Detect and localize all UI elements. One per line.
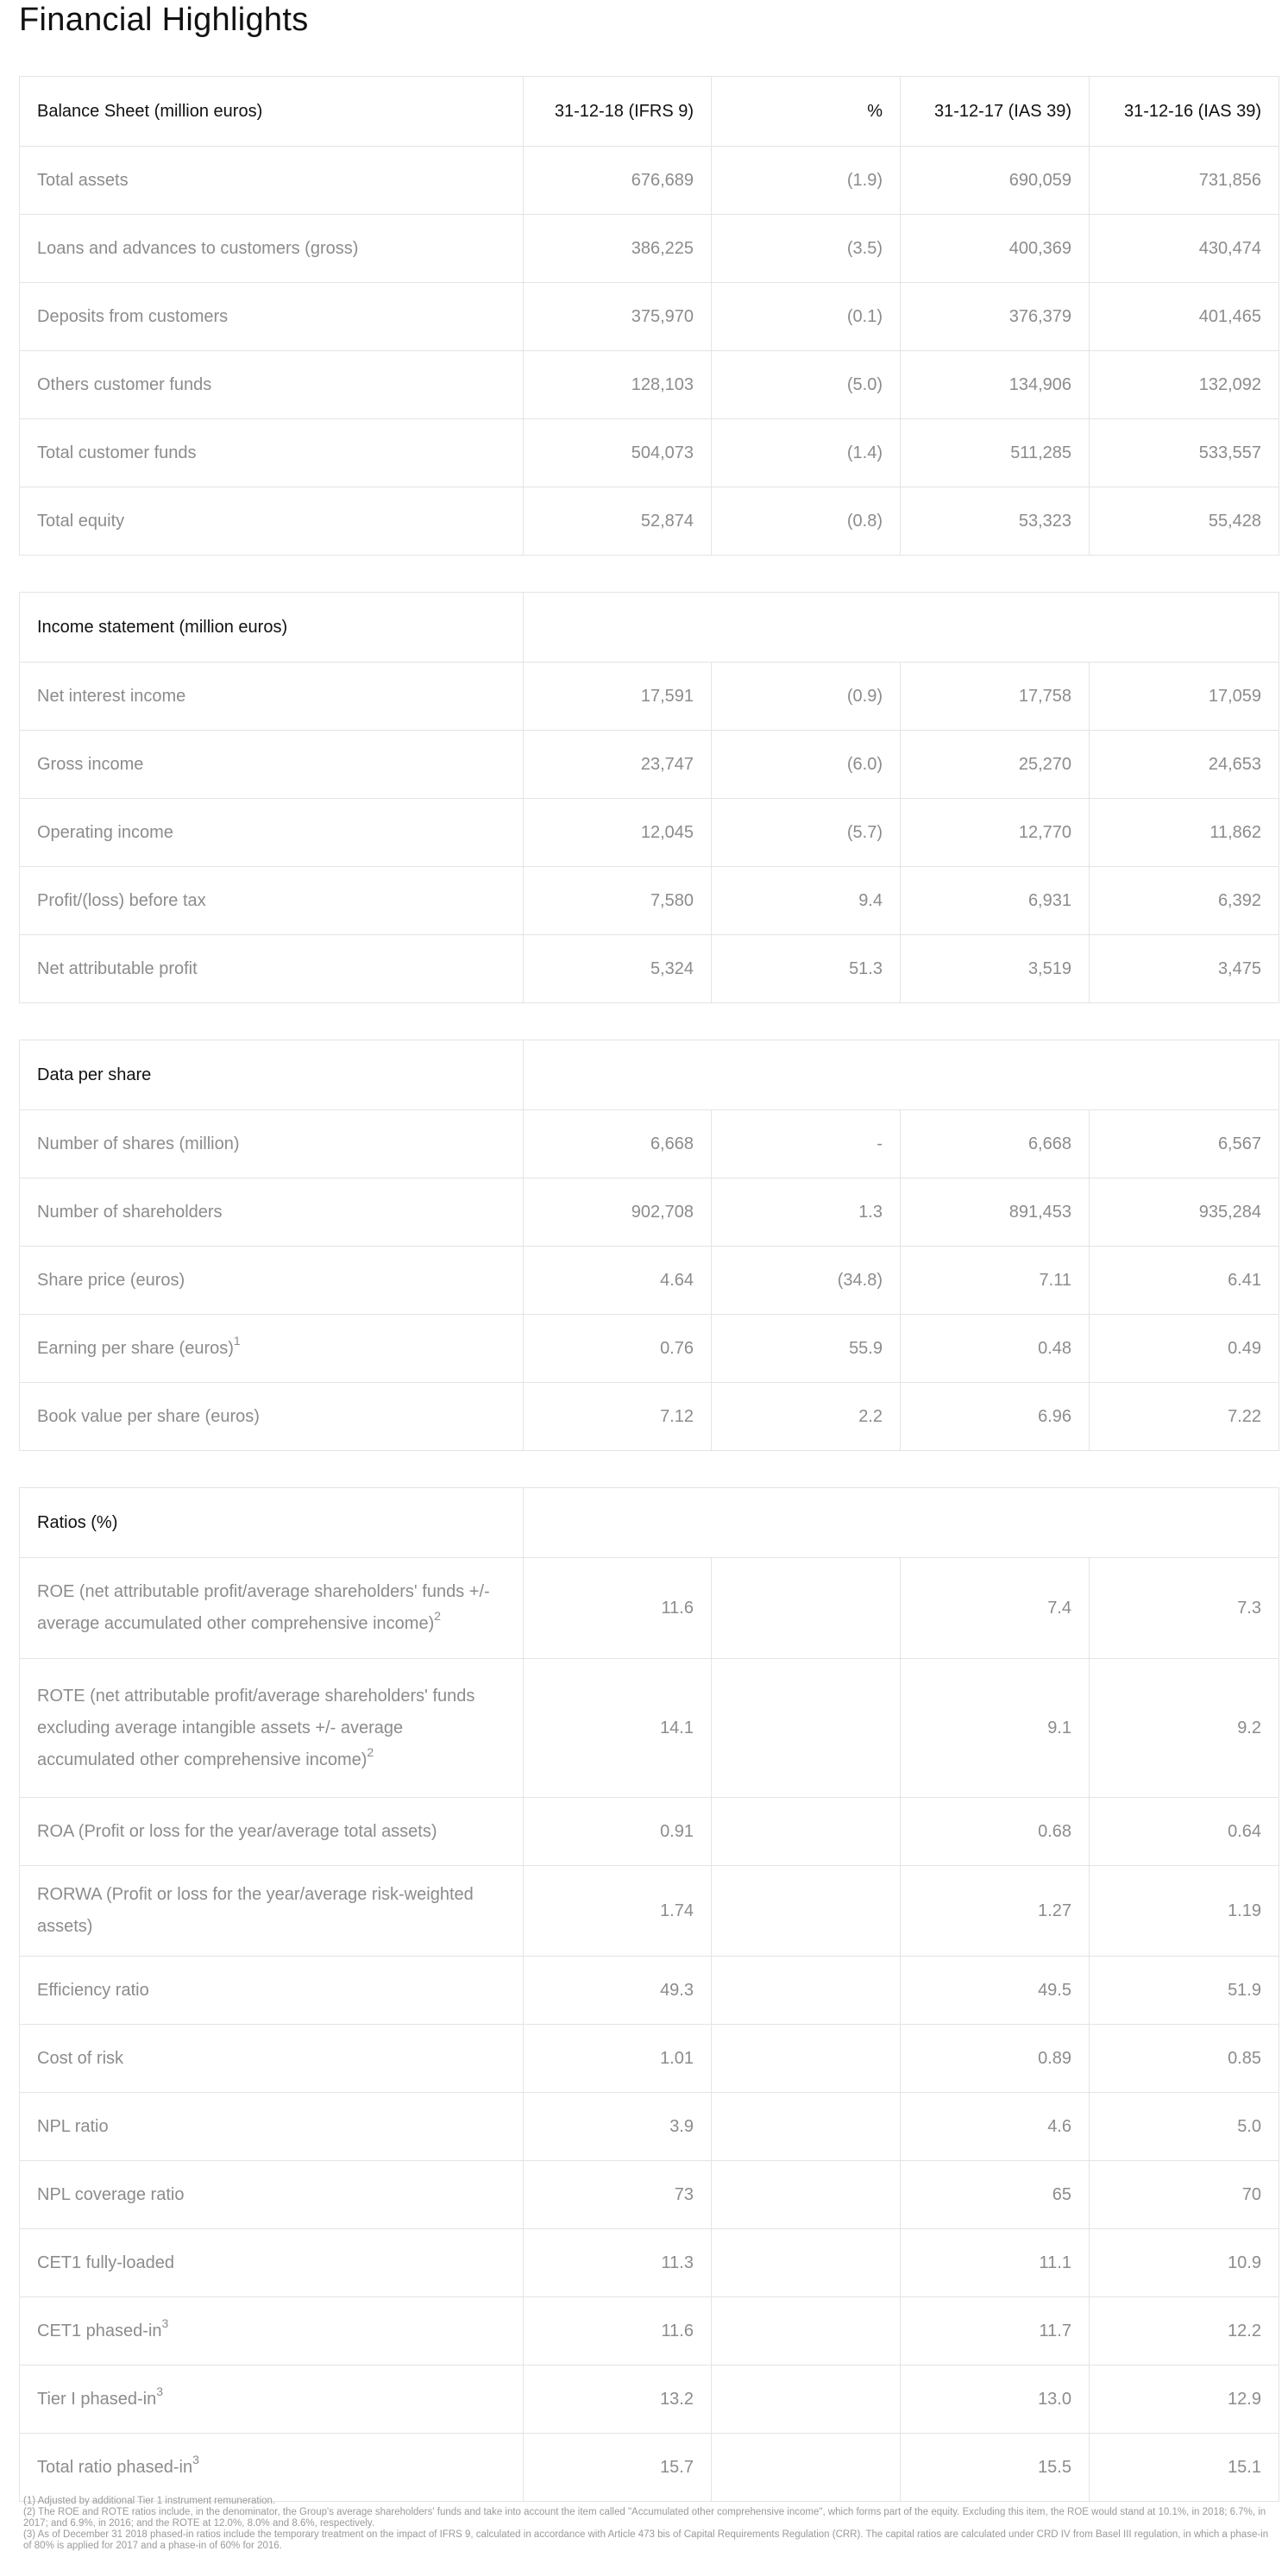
value-2018: 902,708 bbox=[524, 1178, 712, 1247]
table-header-row bbox=[20, 1488, 1279, 1558]
column-header-2016: 31-12-16 (IAS 39) bbox=[1090, 77, 1279, 147]
value-percent: (5.7) bbox=[712, 799, 901, 867]
value-2018: 11.3 bbox=[524, 2229, 712, 2297]
value-2018: 11.6 bbox=[524, 1558, 712, 1659]
value-2016: 7.22 bbox=[1090, 1383, 1279, 1451]
section-title: Data per share bbox=[20, 1040, 524, 1110]
row-label: Total ratio phased-$in^3$ bbox=[20, 2434, 524, 2502]
value-2017: 511,285 bbox=[901, 419, 1090, 487]
value-2016: 1.19 bbox=[1090, 1866, 1279, 1957]
table-row bbox=[20, 2229, 1279, 2297]
value-2018: 17,591 bbox=[524, 663, 712, 731]
income-statement-table bbox=[19, 592, 1279, 1003]
row-label: Total customer funds bbox=[20, 419, 524, 487]
data-per-share-table bbox=[19, 1040, 1279, 1451]
value-2016: 6.41 bbox=[1090, 1247, 1279, 1315]
row-label: Total assets bbox=[20, 147, 524, 215]
row-label: NPL ratio bbox=[20, 2093, 524, 2161]
header-blank bbox=[524, 1040, 1279, 1110]
value-2017: 11.7 bbox=[901, 2297, 1090, 2366]
row-label: Share price (euros) bbox=[20, 1247, 524, 1315]
value-2017: 690,059 bbox=[901, 147, 1090, 215]
footnote-3: (3) As of December 31 2018 phased-in ratios include the temporary treatment on the impact of IFRS 9, calculated in accordance with Article 473 bis of Capital Requirements Regulation (CRR). The capital ratios are calculated under CRD IV from Basel III regulation, in which a phase-in of 80% is applied for 2017 and a phase-in of 60% for 2016. bbox=[23, 2529, 1269, 2551]
ratios-table bbox=[19, 1487, 1279, 2502]
value-percent bbox=[712, 1866, 901, 1957]
value-2016: 5.0 bbox=[1090, 2093, 1279, 2161]
table-row bbox=[20, 215, 1279, 283]
value-percent bbox=[712, 1659, 901, 1798]
value-percent: 2.2 bbox=[712, 1383, 901, 1451]
value-2016: 731,856 bbox=[1090, 147, 1279, 215]
row-label: Book value per share (euros) bbox=[20, 1383, 524, 1451]
value-2016: 51.9 bbox=[1090, 1957, 1279, 2025]
value-percent bbox=[712, 2161, 901, 2229]
value-percent bbox=[712, 2434, 901, 2502]
value-2016: 70 bbox=[1090, 2161, 1279, 2229]
table-row bbox=[20, 1659, 1279, 1798]
row-label: Earning per share (euros)$^1$ bbox=[20, 1315, 524, 1383]
row-label: Total equity bbox=[20, 487, 524, 556]
value-2018: 1.01 bbox=[524, 2025, 712, 2093]
value-percent bbox=[712, 1957, 901, 2025]
row-label: CET1 phased-$in^3$ bbox=[20, 2297, 524, 2366]
row-label: Net attributable profit bbox=[20, 935, 524, 1003]
value-percent: (1.9) bbox=[712, 147, 901, 215]
value-2018: 504,073 bbox=[524, 419, 712, 487]
value-2017: 53,323 bbox=[901, 487, 1090, 556]
footnotes bbox=[23, 2496, 1274, 2552]
section-title: Balance Sheet (million euros) bbox=[20, 77, 524, 147]
value-2018: 23,747 bbox=[524, 731, 712, 799]
table-row bbox=[20, 663, 1279, 731]
value-2018: 12,045 bbox=[524, 799, 712, 867]
table-row bbox=[20, 1247, 1279, 1315]
value-2017: 11.1 bbox=[901, 2229, 1090, 2297]
row-label: Efficiency ratio bbox=[20, 1957, 524, 2025]
column-header-2017: 31-12-17 (IAS 39) bbox=[901, 77, 1090, 147]
value-percent bbox=[712, 2093, 901, 2161]
value-2016: 132,092 bbox=[1090, 351, 1279, 419]
table-header-row bbox=[20, 77, 1279, 147]
financial-tables bbox=[19, 76, 1279, 2538]
value-2016: 15.1 bbox=[1090, 2434, 1279, 2502]
value-2017: 0.48 bbox=[901, 1315, 1090, 1383]
value-2016: 0.85 bbox=[1090, 2025, 1279, 2093]
value-percent: 55.9 bbox=[712, 1315, 901, 1383]
value-percent: (1.4) bbox=[712, 419, 901, 487]
value-2018: 6,668 bbox=[524, 1110, 712, 1178]
value-percent: (0.9) bbox=[712, 663, 901, 731]
table-header-row bbox=[20, 593, 1279, 663]
table-row bbox=[20, 283, 1279, 351]
table-row bbox=[20, 1383, 1279, 1451]
value-2018: 375,970 bbox=[524, 283, 712, 351]
row-label: NPL coverage ratio bbox=[20, 2161, 524, 2229]
value-2017: 4.6 bbox=[901, 2093, 1090, 2161]
table-row bbox=[20, 2025, 1279, 2093]
table-row bbox=[20, 2434, 1279, 2502]
footnote-1: (1) Adjusted by additional Tier 1 instrument remuneration. bbox=[23, 2496, 276, 2506]
row-label: ROTE (net attributable profit/average shareholders' funds excluding average intangible assets +/- average accumulated other comprehensive income)$^2$ bbox=[20, 1659, 524, 1798]
value-percent: (6.0) bbox=[712, 731, 901, 799]
value-2017: 7.11 bbox=[901, 1247, 1090, 1315]
value-2017: 7.4 bbox=[901, 1558, 1090, 1659]
value-2016: 12.2 bbox=[1090, 2297, 1279, 2366]
table-row bbox=[20, 2093, 1279, 2161]
footnote-ref: 3 bbox=[192, 2452, 199, 2466]
value-2016: 935,284 bbox=[1090, 1178, 1279, 1247]
table-row bbox=[20, 351, 1279, 419]
row-label: Number of shareholders bbox=[20, 1178, 524, 1247]
value-2016: 17,059 bbox=[1090, 663, 1279, 731]
value-2018: 13.2 bbox=[524, 2366, 712, 2434]
value-percent: (3.5) bbox=[712, 215, 901, 283]
value-percent: (0.1) bbox=[712, 283, 901, 351]
table-row bbox=[20, 147, 1279, 215]
row-label: RORWA (Profit or loss for the year/average risk-weighted assets) bbox=[20, 1866, 524, 1957]
value-2016: 6,567 bbox=[1090, 1110, 1279, 1178]
value-2016: 6,392 bbox=[1090, 867, 1279, 935]
value-2016: 0.49 bbox=[1090, 1315, 1279, 1383]
value-2017: 17,758 bbox=[901, 663, 1090, 731]
value-2016: 55,428 bbox=[1090, 487, 1279, 556]
value-2017: 15.5 bbox=[901, 2434, 1090, 2502]
table-row bbox=[20, 2297, 1279, 2366]
row-label: Net interest income bbox=[20, 663, 524, 731]
value-2018: 1.74 bbox=[524, 1866, 712, 1957]
value-2018: 386,225 bbox=[524, 215, 712, 283]
footnote-2: (2) The ROE and ROTE ratios include, in the denominator, the Group's average shareholders' funds and take into account the item called "Accumulated other comprehensive income", which forms part of the equity. Excluding this item, the ROE would stand at 10.1%, in 2018; 6.7%, in 2017; and 6.9%, in 2016; and the ROTE at 12.0%, 8.0% and 8.6%, respectively. bbox=[23, 2507, 1266, 2529]
value-2018: 5,324 bbox=[524, 935, 712, 1003]
value-2018: 0.76 bbox=[524, 1315, 712, 1383]
value-2018: 7,580 bbox=[524, 867, 712, 935]
row-label: ROA (Profit or loss for the year/average total assets) bbox=[20, 1798, 524, 1866]
balance-sheet-table bbox=[19, 76, 1279, 556]
value-percent: (34.8) bbox=[712, 1247, 901, 1315]
value-2016: 3,475 bbox=[1090, 935, 1279, 1003]
value-2016: 11,862 bbox=[1090, 799, 1279, 867]
value-2017: 0.89 bbox=[901, 2025, 1090, 2093]
table-row bbox=[20, 487, 1279, 556]
value-2017: 49.5 bbox=[901, 1957, 1090, 2025]
row-label: Operating income bbox=[20, 799, 524, 867]
value-2016: 401,465 bbox=[1090, 283, 1279, 351]
page-title: Financial Highlights bbox=[19, 2, 309, 38]
table-row bbox=[20, 2161, 1279, 2229]
section-title: Ratios (%) bbox=[20, 1488, 524, 1558]
value-2017: 3,519 bbox=[901, 935, 1090, 1003]
value-percent bbox=[712, 1798, 901, 1866]
value-2018: 11.6 bbox=[524, 2297, 712, 2366]
value-2017: 6,931 bbox=[901, 867, 1090, 935]
row-label: Number of shares (million) bbox=[20, 1110, 524, 1178]
value-2017: 400,369 bbox=[901, 215, 1090, 283]
value-percent bbox=[712, 2229, 901, 2297]
value-2018: 15.7 bbox=[524, 2434, 712, 2502]
value-percent: 9.4 bbox=[712, 867, 901, 935]
value-2018: 3.9 bbox=[524, 2093, 712, 2161]
value-2017: 891,453 bbox=[901, 1178, 1090, 1247]
table-row bbox=[20, 867, 1279, 935]
value-percent bbox=[712, 1558, 901, 1659]
row-label: Others customer funds bbox=[20, 351, 524, 419]
value-2017: 6,668 bbox=[901, 1110, 1090, 1178]
row-label: Gross income bbox=[20, 731, 524, 799]
value-2018: 7.12 bbox=[524, 1383, 712, 1451]
row-label: Cost of risk bbox=[20, 2025, 524, 2093]
value-2016: 9.2 bbox=[1090, 1659, 1279, 1798]
table-row bbox=[20, 799, 1279, 867]
row-label: Deposits from customers bbox=[20, 283, 524, 351]
table-row bbox=[20, 731, 1279, 799]
table-row bbox=[20, 1866, 1279, 1957]
value-2018: 49.3 bbox=[524, 1957, 712, 2025]
footnote-ref: 2 bbox=[367, 1744, 374, 1759]
table-row bbox=[20, 1558, 1279, 1659]
table-row bbox=[20, 1315, 1279, 1383]
value-percent: 1.3 bbox=[712, 1178, 901, 1247]
column-header-2018: 31-12-18 (IFRS 9) bbox=[524, 77, 712, 147]
value-2017: 65 bbox=[901, 2161, 1090, 2229]
header-blank bbox=[524, 1488, 1279, 1558]
footnote-ref: 2 bbox=[434, 1609, 442, 1624]
table-row bbox=[20, 2366, 1279, 2434]
value-percent: 51.3 bbox=[712, 935, 901, 1003]
footnote-ref: 1 bbox=[233, 1333, 241, 1348]
value-2018: 52,874 bbox=[524, 487, 712, 556]
table-row bbox=[20, 1178, 1279, 1247]
value-2017: 0.68 bbox=[901, 1798, 1090, 1866]
header-blank bbox=[524, 593, 1279, 663]
value-2017: 25,270 bbox=[901, 731, 1090, 799]
value-2018: 73 bbox=[524, 2161, 712, 2229]
table-header-row bbox=[20, 1040, 1279, 1110]
value-2016: 24,653 bbox=[1090, 731, 1279, 799]
value-percent bbox=[712, 2366, 901, 2434]
value-percent bbox=[712, 2025, 901, 2093]
footnote-ref: 3 bbox=[156, 2384, 164, 2398]
table-row bbox=[20, 935, 1279, 1003]
value-2016: 7.3 bbox=[1090, 1558, 1279, 1659]
table-row bbox=[20, 1798, 1279, 1866]
value-2018: 4.64 bbox=[524, 1247, 712, 1315]
value-2016: 10.9 bbox=[1090, 2229, 1279, 2297]
value-2018: 0.91 bbox=[524, 1798, 712, 1866]
value-2016: 0.64 bbox=[1090, 1798, 1279, 1866]
table-row bbox=[20, 419, 1279, 487]
table-row bbox=[20, 1957, 1279, 2025]
value-2018: 14.1 bbox=[524, 1659, 712, 1798]
value-2017: 13.0 bbox=[901, 2366, 1090, 2434]
value-2016: 533,557 bbox=[1090, 419, 1279, 487]
value-percent bbox=[712, 2297, 901, 2366]
value-2017: 9.1 bbox=[901, 1659, 1090, 1798]
value-2017: 376,379 bbox=[901, 283, 1090, 351]
value-2017: 12,770 bbox=[901, 799, 1090, 867]
value-2018: 676,689 bbox=[524, 147, 712, 215]
row-label: CET1 fully-loaded bbox=[20, 2229, 524, 2297]
value-2016: 430,474 bbox=[1090, 215, 1279, 283]
row-label: Loans and advances to customers (gross) bbox=[20, 215, 524, 283]
value-2018: 128,103 bbox=[524, 351, 712, 419]
table-row bbox=[20, 1110, 1279, 1178]
column-header-percent: % bbox=[712, 77, 901, 147]
value-2017: 6.96 bbox=[901, 1383, 1090, 1451]
row-label: ROE (net attributable profit/average shareholders' funds +/- average accumulated other comprehensive income)$^2$ bbox=[20, 1558, 524, 1659]
value-percent: (5.0) bbox=[712, 351, 901, 419]
row-label: Tier I phased-$in^3$ bbox=[20, 2366, 524, 2434]
value-2017: 134,906 bbox=[901, 351, 1090, 419]
row-label: Profit/(loss) before tax bbox=[20, 867, 524, 935]
value-2016: 12.9 bbox=[1090, 2366, 1279, 2434]
value-percent: (0.8) bbox=[712, 487, 901, 556]
value-percent: - bbox=[712, 1110, 901, 1178]
value-2017: 1.27 bbox=[901, 1866, 1090, 1957]
footnote-ref: 3 bbox=[161, 2315, 169, 2330]
section-title: Income statement (million euros) bbox=[20, 593, 524, 663]
